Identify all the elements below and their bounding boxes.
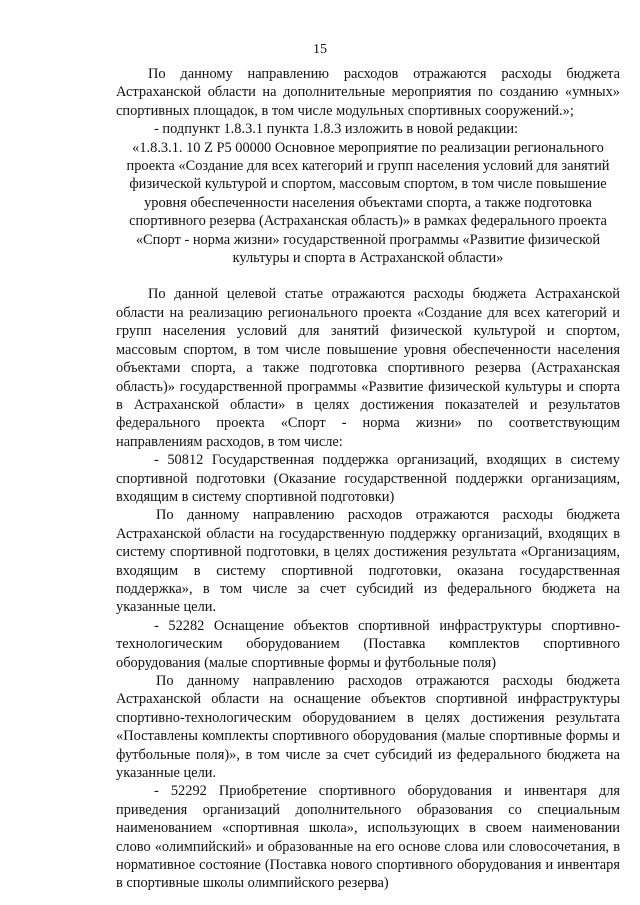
paragraph-smart-sports-grounds: По данному направлению расходов отражаются расходы бюджета Астраханской области на дополнительные мероприятия по созданию «умных» спортивных площадок, в том числе модульных спортивных сооружений.»; bbox=[116, 66, 620, 119]
paragraph-52292: - 52292 Приобретение спортивного оборудования и инвентаря для приведения организаций дополнительного образования со специальным наименованием «спортивная школа», использующих в своем наименовании слово «олимпийский» и образованные на его основе слова или словосочетания, в нормативное состояние (Поставка нового спортивного оборудования и инвентаря в спортивные школы олимпийского резерва) bbox=[116, 783, 620, 892]
paragraph-target-article: По данной целевой статье отражаются расходы бюджета Астраханской области на реализацию регионального проекта «Создание для всех категорий и групп населения условий для занятий физической культурой и спортом, массовым спортом, в том числе повышение уровня обеспеченности населения объектами спорта, а также подготовка спортивного резерва (Астраханская область)» государственной программы «Развитие физической культуры и спорта в Астраханской области» в целях достижения показателей и результатов федерального проекта «Спорт - норма жизни» по соответствующим направлениям расходов, в том числе: bbox=[116, 286, 620, 450]
document-body bbox=[116, 65, 620, 893]
paragraph-50812-description: По данному направлению расходов отражаются расходы бюджета Астраханской области на государственную поддержку организаций, входящих в систему спортивной подготовки, в целях достижения результата «Организациям, входящим в систему спортивной подготовки, оказана государственная поддержка», в том числе за счет субсидий из федерального бюджета на указанные цели. bbox=[116, 507, 620, 616]
page-number: 15 bbox=[313, 42, 327, 57]
paragraph-main-activity-heading: «1.8.3.1. 10 Z P5 00000 Основное мероприятие по реализации регионального проекта «Создание для всех категорий и групп населения условий для занятий физической культурой и спортом, массовым спортом, в том числе повышение уровня обеспеченности населения объектами спорта, а также подготовка спортивного резерва (Астраханская область)» в рамках федерального проекта «Спорт - норма жизни» государственной программы «Развитие физической культуры и спорта в Астраханской области» bbox=[126, 139, 610, 267]
paragraph-subclause-amendment: - подпункт 1.8.3.1 пункта 1.8.3 изложить в новой редакции: bbox=[154, 121, 519, 138]
paragraph-50812: - 50812 Государственная поддержка организаций, входящих в систему спортивной подготовки (Оказание государственной поддержки организациям, входящим в систему спортивной подготовки) bbox=[116, 452, 620, 505]
paragraph-52282-description: По данному направлению расходов отражаются расходы бюджета Астраханской области на оснащение объектов спортивной инфраструктуры спортивно-технологическим оборудованием в целях достижения результата «Поставлены комплекты спортивного оборудования (малые спортивные формы и футбольные поля)», в том числе за счет субсидий из федерального бюджета на указанные цели. bbox=[116, 673, 620, 782]
paragraph-52282: - 52282 Оснащение объектов спортивной инфраструктуры спортивно-технологическим оборудованием (Поставка комплектов спортивного оборудования (малые спортивные формы и футбольные поля) bbox=[116, 617, 620, 671]
paragraph-spacer bbox=[116, 267, 620, 285]
